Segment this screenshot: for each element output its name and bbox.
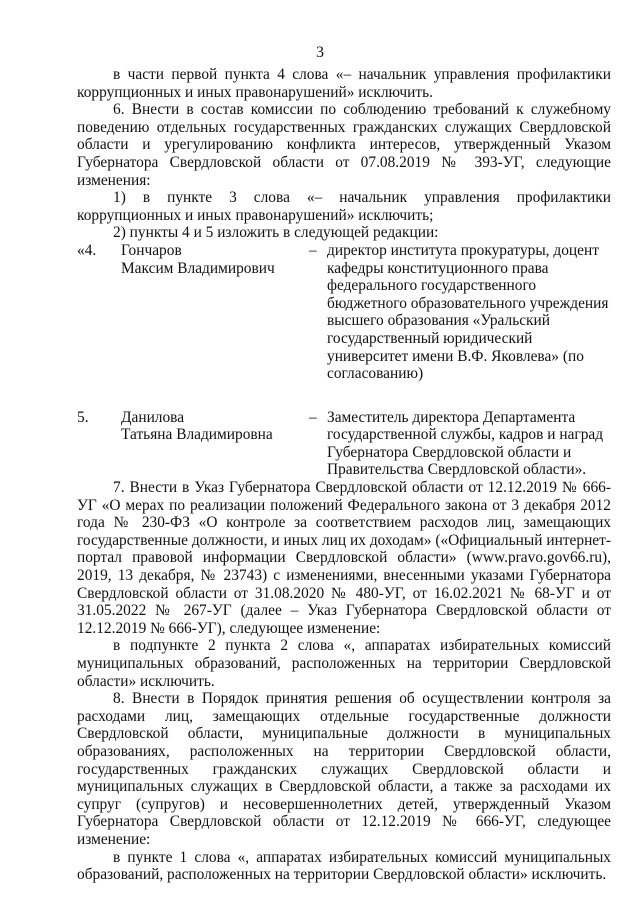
member-number: «4.: [77, 241, 97, 259]
commission-member-5: [77, 409, 611, 479]
member-dash: –: [309, 241, 317, 259]
commission-member-4: [77, 242, 611, 383]
member-position: директор института прокуратуры, доцент кафедры конституционного права федерального государственного бюджетного образовательного учреждения высшего образования «Уральский государственный юридический университет имени В.Ф. Яковлева» (по согласованию): [327, 241, 609, 383]
member-position: Заместитель директора Департамента государственной службы, кадров и наград Губернатора Свердловской области и Правительства Свердловской области».: [327, 408, 604, 479]
member-given-names: Максим Владимирович: [121, 259, 275, 277]
paragraph-item-8: 8. Внести в Порядок принятия решения об осуществлении контроля за расходами лиц, замещающих отдельные государственные должности Свердловской области, муниципальные должности в муниципальных образованиях, расположенных на территории Свердловской области, государственных гражданских служащих Свердловской области и муниципальных служащих в Свердловской области, а также за расходами их супруг (супругов) и несовершеннолетних детей, утвержденный Указом Губернатора Свердловской области от 12.12.2019 № 666-УГ, следующее изменение:: [77, 690, 611, 848]
paragraph-item-7: 7. Внести в Указ Губернатора Свердловской области от 12.12.2019 № 666-УГ «О мерах по реализации положений Федерального закона от 3 декабря 2012 года № 230-ФЗ «О контроле за соответствием расходов лиц, замещающих государственные должности, и иных лиц их доходам» («Официальный интернет-портал правовой информации Свердловской области» (www.pravo.gov66.ru), 2019, 13 декабря, № 23743) с изменениями, внесенными указами Губернатора Свердловской области от 31.08.2020 № 480-УГ, от 16.02.2021 № 68-УГ и от 31.05.2022 № 267-УГ (далее – Указ Губернатора Свердловской области от 12.12.2019 № 666-УГ), следующее изменение:: [77, 479, 611, 637]
member-number: 5.: [77, 408, 89, 426]
member-given-names: Татьяна Владимировна: [121, 426, 273, 444]
paragraph-item-6-sub-2: 2) пункты 4 и 5 изложить в следующей редакции:: [113, 224, 439, 242]
member-name: [121, 242, 309, 383]
paragraph-item-8-sub: в пункте 1 слова «, аппаратах избирательных комиссий муниципальных образований, расположенных на территории Свердловской области» исключить.: [77, 848, 611, 884]
paragraph-item-6: 6. Внести в состав комиссии по соблюдению требований к служебному поведению отдельных государственных гражданских служащих Свердловской области и урегулированию конфликта интересов, утвержденный Указом Губернатора Свердловской области от 07.08.2019 № 393-УГ, следующие изменения:: [77, 101, 611, 189]
member-name: [121, 409, 309, 479]
member-dash: –: [309, 408, 317, 426]
page-number: 3: [316, 44, 324, 61]
paragraph-item-6-sub-1: 1) в пункте 3 слова «– начальник управления профилактики коррупционных и иных правонарушений» исключить;: [77, 189, 611, 224]
document-body: [77, 66, 611, 884]
member-surname: Гончаров: [121, 241, 182, 259]
paragraph-item-7-sub: в подпункте 2 пункта 2 слова «, аппаратах избирательных комиссий муниципальных образований, расположенных на территории Свердловской области» исключить.: [77, 637, 611, 690]
paragraph-intro: в части первой пункта 4 слова «– начальник управления профилактики коррупционных и иных правонарушений» исключить.: [77, 66, 611, 101]
spacer: [77, 383, 611, 409]
member-surname: Данилова: [121, 408, 185, 426]
